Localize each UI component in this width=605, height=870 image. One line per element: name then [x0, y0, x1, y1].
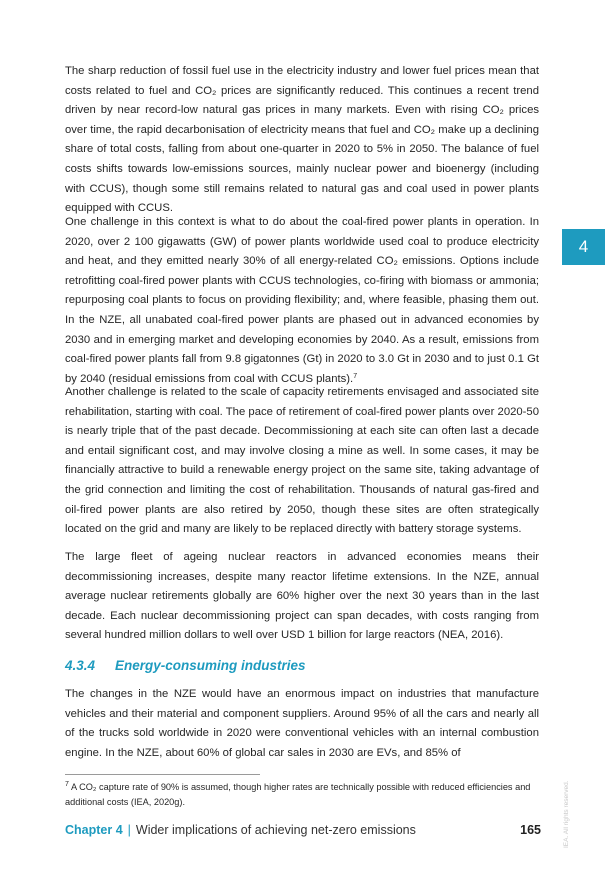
- body-paragraph-5: The changes in the NZE would have an enormous impact on industries that manufacture vehicles and their material and component suppliers. Around 95% of all the cars and nearly all of the trucks sold worldwide in 2020 were conventional vehicles with an internal combustion engine. In the NZE, about 60% of global car sales in 2030 are EVs, and 85% of: [65, 688, 539, 759]
- section-heading: [65, 658, 306, 678]
- body-paragraph-2: [65, 213, 539, 389]
- body-paragraph-1: The sharp reduction of fossil fuel use in the electricity industry and lower fuel prices mean that costs related to fuel and CO₂ prices are significantly reduced. This continues a recent trend driven by near record-low natural gas prices in many markets. Even with rising CO₂ prices over time, the rapid decarbonisation of electricity means that fuel and CO₂ make up a declining share of total costs, falling from about one-quarter in 2020 to 5% in 2050. The balance of fuel costs shifts towards low-emissions sources, mainly nuclear power and bioenergy (including with CCUS), though some still remains related to natural gas and coal used in power plants equipped with CCUS.: [65, 65, 539, 215]
- rights-watermark: IEA. All rights reserved.: [563, 780, 570, 848]
- body-paragraph-3: Another challenge is related to the scale of capacity retirements envisaged and associated site rehabilitation, starting with coal. The pace of retirement of coal-fired power plants over 2020-50 is nearly triple that of the past decade. Decommissioning at each site can often last a decade and entail significant cost, and may involve closing a mine as well. In some cases, it may be financially attractive to build a renewable energy project on the same site, taking advantage of the grid connection and limiting the cost of rehabilitation. Thousands of natural gas-fired and oil-fired power plants are also retired by 2050, though these sites are often strategically located on the grid and many are likely to be replaced directly with battery storage systems.: [65, 386, 539, 536]
- chapter-side-tab[interactable]: 4: [562, 229, 605, 265]
- footer-chapter-title: Wider implications of achieving net-zero emissions: [135, 823, 416, 837]
- footnote-text: A CO₂ capture rate of 90% is assumed, though higher rates are technically possible with reduced efficiencies and additional costs (IEA, 2020g).: [65, 782, 531, 807]
- footnote-reference[interactable]: 7: [353, 372, 358, 380]
- section-title: Energy-consuming industries: [115, 658, 306, 673]
- paragraph-2-text: One challenge in this context is what to do about the coal-fired power plants in operation. In 2020, over 2 100 gigawatts (GW) of power plants worldwide used coal to produce electricity and heat, and they emitted nearly 30% of all energy-related CO₂ emissions. Options include retrofitting coal-fired power plants with CCUS technologies, co-firing with biomass or ammonia; repurposing coal plants to focus on providing flexibility; and, where feasible, phasing them out. In the NZE, all unabated coal-fired power plants are phased out in advanced economies by 2030 and in emerging market and developing economies by 2040. As a result, emissions from coal-fired power plants fall from 9.8 gigatonnes (Gt) in 2020 to 3.0 Gt in 2030 and to just 0.1 Gt by 2040 (residual emissions from coal with CCUS plants).: [65, 216, 539, 385]
- footnote: [65, 780, 539, 810]
- footer-chapter-label: Chapter 4: [65, 823, 123, 837]
- footer-separator: |: [127, 823, 131, 837]
- page-number: 165: [520, 823, 541, 837]
- footnote-divider: [65, 774, 260, 775]
- body-paragraph-4: The large fleet of ageing nuclear reactors in advanced economies means their decommissioning increases, despite many reactor lifetime extensions. In the NZE, annual average nuclear retirements globally are 60% higher over the next 30 years than in the last decade. Each nuclear decommissioning project can span decades, with costs ranging from several hundred million dollars to well over USD 1 billion for large reactors (NEA, 2016).: [65, 551, 539, 642]
- section-number: 4.3.4: [65, 658, 96, 673]
- footnote-marker: 7: [65, 781, 69, 788]
- page-footer: [65, 821, 541, 839]
